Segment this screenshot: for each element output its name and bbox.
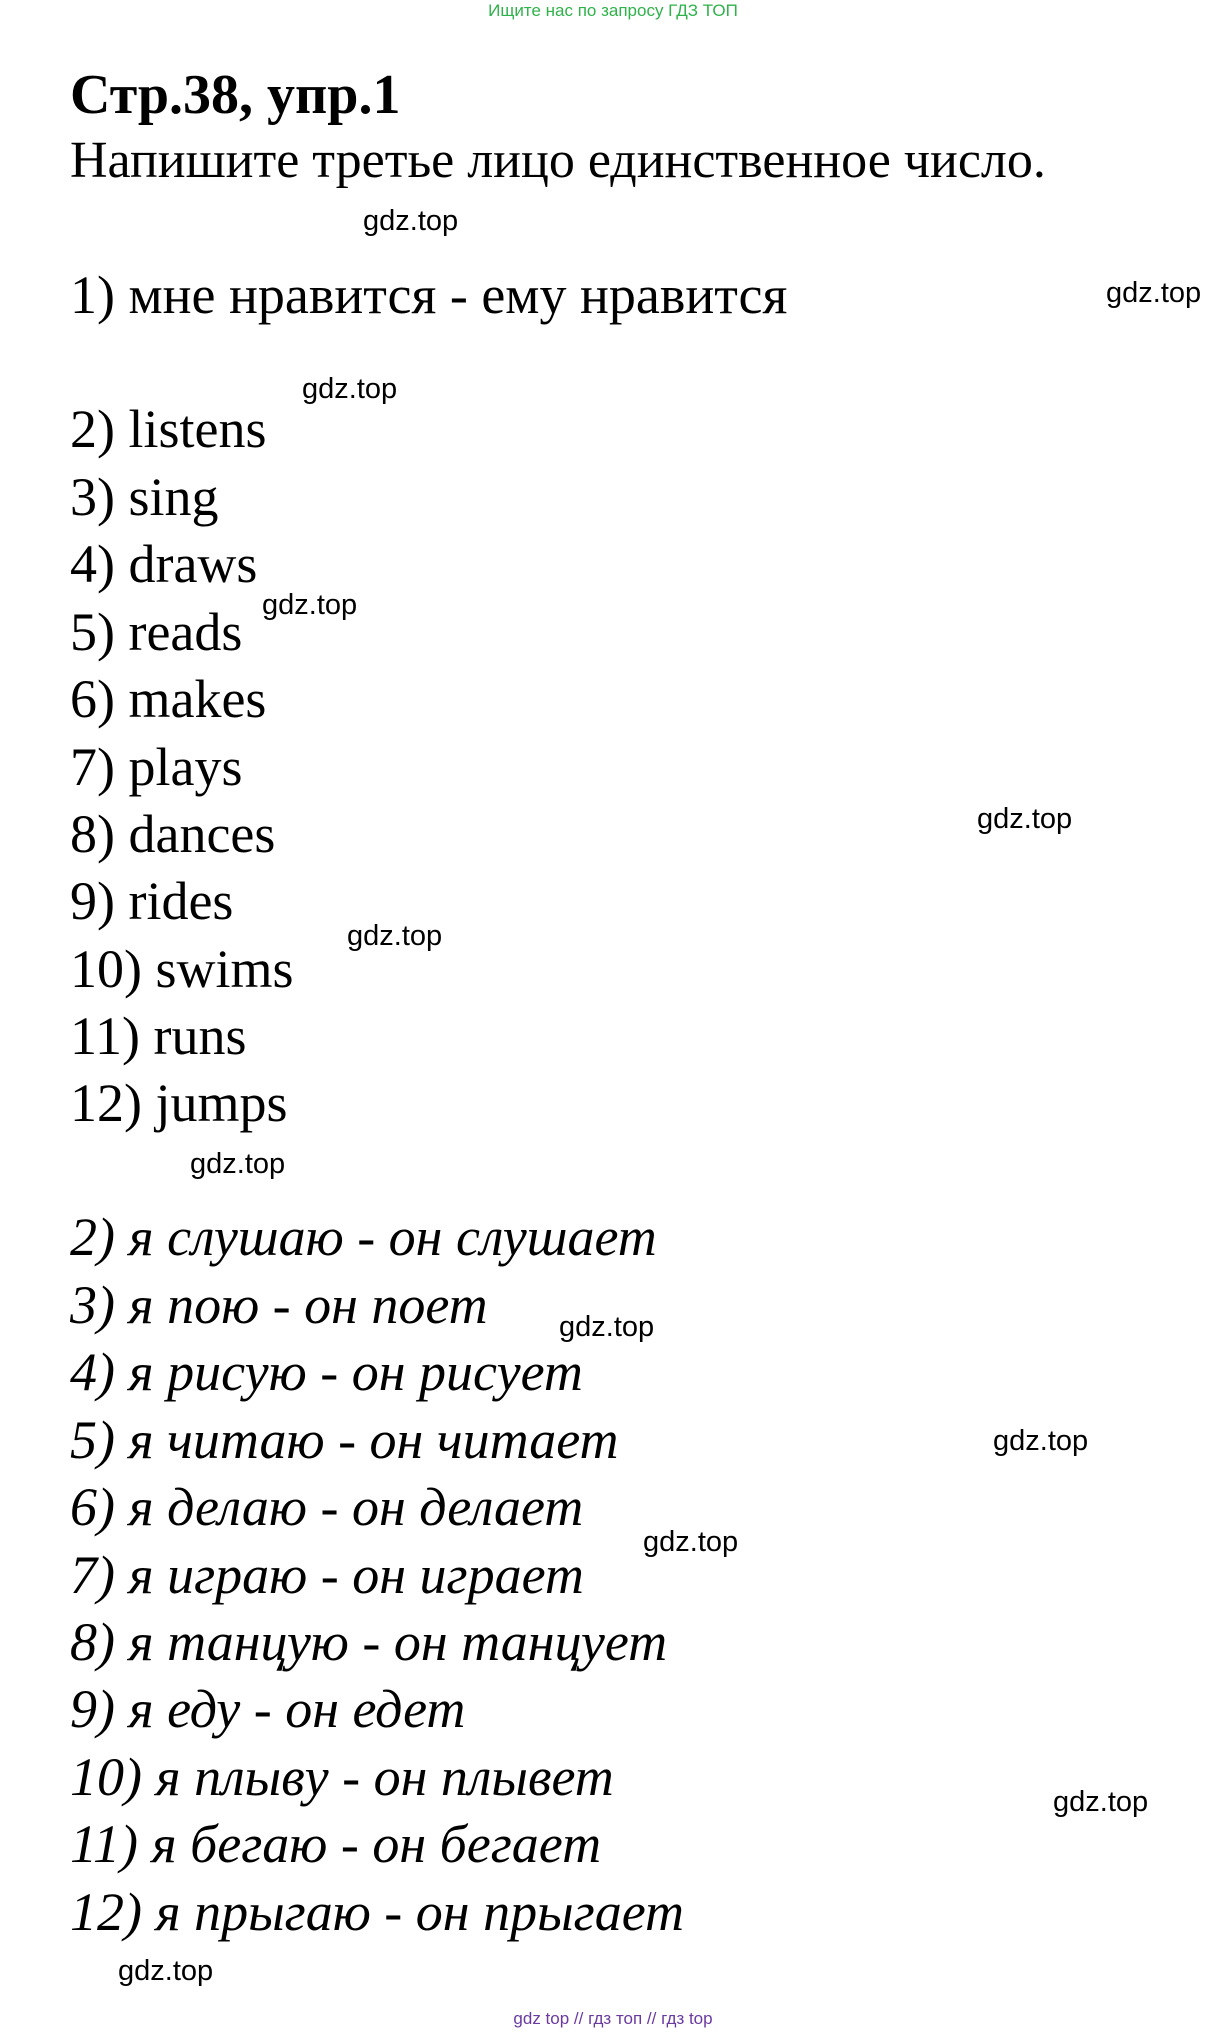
russian-answer: 2) я слушаю - он слушает bbox=[70, 1207, 657, 1267]
page-title: Стр.38, упр.1 bbox=[70, 64, 401, 126]
russian-answer: 3) я пою - он поет bbox=[70, 1275, 488, 1335]
english-answer: 4) draws bbox=[70, 534, 258, 594]
russian-answer: 11) я бегаю - он бегает bbox=[70, 1814, 602, 1874]
watermark: gdz.top bbox=[559, 1311, 655, 1343]
english-answer: 12) jumps bbox=[70, 1073, 288, 1133]
english-answer: 7) plays bbox=[70, 737, 243, 797]
russian-answer: 7) я играю - он играет bbox=[70, 1545, 584, 1605]
watermark: gdz.top bbox=[302, 373, 398, 405]
watermark: gdz.top bbox=[993, 1425, 1089, 1457]
watermark: gdz.top bbox=[118, 1955, 214, 1987]
bottom-banner-link[interactable]: gdz top // гдз топ // гдз top bbox=[513, 2009, 713, 2028]
russian-answer: 8) я танцую - он танцует bbox=[70, 1612, 668, 1672]
russian-answer: 10) я плыву - он плывет bbox=[70, 1747, 614, 1807]
english-answer: 5) reads bbox=[70, 602, 243, 662]
watermark: gdz.top bbox=[977, 803, 1073, 835]
russian-answer: 12) я прыгаю - он прыгает bbox=[70, 1882, 684, 1942]
english-answer: 10) swims bbox=[70, 939, 294, 999]
task-instruction: Напишите третье лицо единственное число. bbox=[70, 132, 1046, 189]
russian-answer: 9) я еду - он едет bbox=[70, 1679, 466, 1739]
watermark: gdz.top bbox=[190, 1148, 286, 1180]
english-answer: 3) sing bbox=[70, 467, 219, 527]
watermark: gdz.top bbox=[363, 205, 459, 237]
russian-answer: 6) я делаю - он делает bbox=[70, 1477, 584, 1537]
english-answer: 6) makes bbox=[70, 669, 267, 729]
watermark: gdz.top bbox=[1106, 277, 1202, 309]
answer-line-1: 1) мне нравится - ему нравится bbox=[70, 265, 788, 325]
watermark: gdz.top bbox=[1053, 1786, 1149, 1818]
russian-answer: 4) я рисую - он рисует bbox=[70, 1342, 583, 1402]
english-answer: 2) listens bbox=[70, 399, 267, 459]
watermark: gdz.top bbox=[643, 1526, 739, 1558]
english-answer: 11) runs bbox=[70, 1006, 247, 1066]
top-banner-link[interactable]: Ищите нас по запросу ГДЗ ТОП bbox=[488, 1, 738, 20]
english-answer: 8) dances bbox=[70, 804, 276, 864]
english-answer: 9) rides bbox=[70, 871, 234, 931]
russian-answer: 5) я читаю - он читает bbox=[70, 1410, 619, 1470]
watermark: gdz.top bbox=[347, 920, 443, 952]
watermark: gdz.top bbox=[262, 589, 358, 621]
